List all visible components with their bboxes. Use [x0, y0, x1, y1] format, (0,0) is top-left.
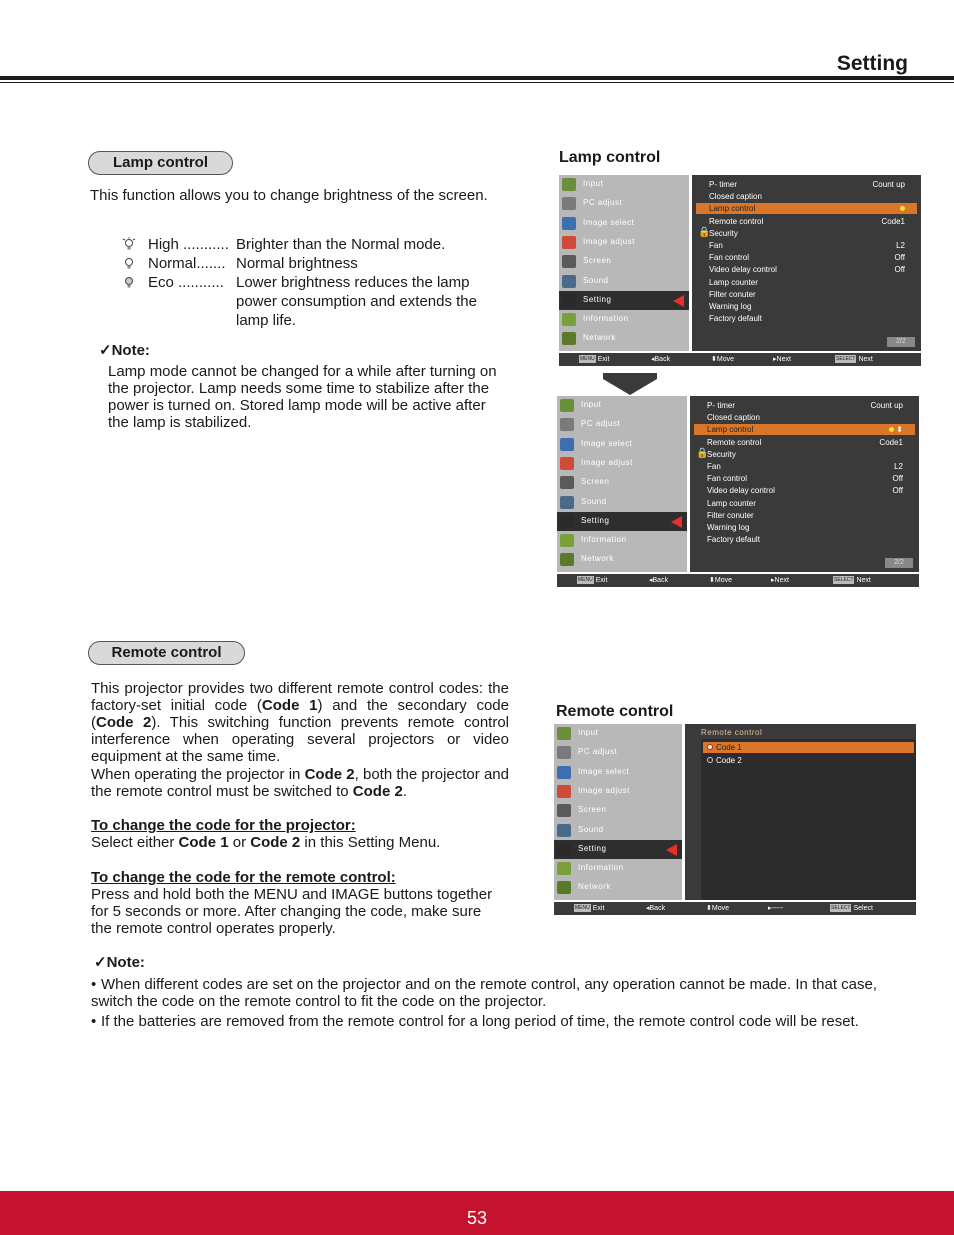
osd-menu-item — [554, 878, 682, 897]
remote-code-text: Press and hold both the MENU and IMAGE buttons together for 5 seconds or more. After changing the code, make sure the remote control operates properly. — [91, 886, 493, 937]
osd-left-panel — [557, 396, 687, 572]
osd-setting-row — [696, 179, 917, 190]
osd-setting-label: Lamp counter — [707, 498, 756, 508]
osd-item-icon — [557, 862, 571, 875]
osd-setting-row — [696, 301, 917, 312]
osd-item-icon — [562, 178, 576, 191]
osd-setting-label: Fan control — [707, 474, 748, 484]
lamp-note-text: Lamp mode cannot be changed for a while after turning on the projector. Lamp needs some time to stabilize after the power is turned on. Stored lamp mode will be active after the lamp is stabilized. — [108, 363, 497, 431]
remote-code-heading: To change the code for the remote control: — [91, 869, 396, 886]
osd-setting-row — [694, 485, 915, 496]
osd-setting-label: Factory default — [707, 535, 760, 545]
page-number: 53 — [466, 1208, 488, 1228]
radio-icon — [707, 757, 713, 763]
footer-bar — [0, 1191, 954, 1235]
mode-desc: Lower brightness reduces the lamp power consumption and extends the lamp life. — [236, 274, 477, 329]
osd-setting-label: Fan — [707, 462, 721, 471]
osd-item-label: Screen — [583, 256, 612, 266]
bottom-note-item-1: • When different codes are set on the projector and on the remote control, any operation cannot be made. In that case, switch the code on the remote control to fit the code on the projector. — [91, 976, 878, 1010]
osd-menu-item — [554, 801, 682, 820]
osd-setting-label: Remote control — [709, 216, 764, 226]
remote-para-1: This projector provides two different remote control codes: the factory-set initial code (Code 1) and the secondary code (Code 2). This switching function prevents remote control interference when operating several projectors or video equipment at the same time. — [91, 680, 509, 765]
osd-setting-row — [694, 522, 915, 533]
osd-bar-hint: SELECT Next — [836, 356, 873, 363]
osd-item-label: Network — [578, 882, 611, 892]
osd-setting-row — [694, 534, 915, 545]
osd-setting-row — [696, 240, 917, 251]
osd-setting-row — [694, 412, 915, 423]
lamp-normal-icon — [122, 256, 136, 270]
remote-para-2: When operating the projector in Code 2, both the projector and the remote control must be switched to Code 2. — [91, 766, 509, 800]
osd-setting-row — [696, 191, 917, 202]
osd-menu-item — [557, 415, 687, 434]
osd-item-icon — [562, 332, 576, 345]
osd-setting-value: ⬍ — [889, 425, 903, 434]
osd-bar-hint: ⬍Move — [711, 356, 734, 363]
osd-setting-label: Fan — [709, 241, 723, 250]
osd-item-icon — [557, 727, 571, 740]
mode-normal — [122, 254, 522, 273]
header-rule-thin — [0, 82, 954, 83]
osd-setting-value: Count up — [872, 180, 905, 189]
osd-setting-value: Off — [894, 253, 905, 263]
osd-setting-row — [694, 400, 915, 411]
osd-setting-label: Factory default — [709, 314, 762, 324]
osd-item-icon — [562, 313, 576, 326]
remote-menu-screenshot — [554, 724, 916, 916]
mode-high — [122, 235, 522, 254]
check-icon: ✓ — [99, 342, 112, 359]
osd-item-icon — [562, 217, 576, 230]
osd-setting-row — [696, 203, 917, 214]
mode-desc: Brighter than the Normal mode. — [236, 236, 446, 253]
osd-setting-label: Warning log — [707, 523, 750, 532]
osd-bar-hint: SELECT Next — [834, 577, 871, 584]
osd-setting-label: Lamp control — [707, 425, 754, 435]
lamp-note-label: ✓Note: — [99, 342, 150, 359]
osd-item-icon — [562, 294, 576, 307]
osd-bottom-bar — [554, 902, 916, 915]
osd-page-indicator: 2/2 — [887, 337, 915, 347]
down-arrow-icon — [603, 373, 657, 395]
osd-bar-hint: ▸Next — [771, 577, 789, 584]
osd-item-label: Image select — [578, 766, 630, 776]
osd-item-label: Screen — [581, 477, 610, 487]
osd-setting-row — [694, 461, 915, 472]
mode-eco — [122, 273, 522, 330]
osd-setting-value: Off — [892, 474, 903, 484]
osd-setting-label: Security — [707, 449, 736, 459]
osd-item-icon — [560, 438, 574, 451]
projector-code-text: Select either Code 1 or Code 2 in this Setting Menu. — [91, 834, 441, 851]
osd-item-icon — [562, 275, 576, 288]
osd-setting-value: Code1 — [881, 216, 905, 226]
osd-item-icon — [557, 785, 571, 798]
osd-item-icon — [557, 766, 571, 779]
osd-item-label: Input — [583, 179, 604, 188]
osd-code-label: Code 2 — [716, 755, 742, 765]
osd-setting-row — [694, 498, 915, 509]
osd-item-icon — [557, 824, 571, 837]
mode-name: High ........... — [148, 236, 229, 253]
osd-page-indicator: 2/2 — [885, 558, 913, 568]
osd-bar-hint: ◂Back — [651, 356, 671, 363]
osd-setting-value: Count up — [870, 401, 903, 410]
osd-menu-item — [559, 272, 689, 291]
osd-item-label: Network — [581, 554, 614, 564]
osd-item-label: Image select — [581, 438, 633, 448]
osd-menu-item — [559, 291, 689, 310]
osd-item-icon — [562, 236, 576, 249]
osd-setting-value: L2 — [896, 241, 905, 250]
osd-bottom-bar — [559, 353, 921, 366]
osd-item-icon — [560, 399, 574, 412]
osd-code-option — [703, 742, 914, 753]
osd-setting-value — [900, 204, 905, 213]
osd-setting-label: Remote control — [707, 437, 762, 447]
bottom-note-label: ✓Note: — [94, 954, 145, 971]
osd-menu-item — [557, 396, 687, 415]
setting-menu-screenshot-2 — [557, 396, 919, 588]
check-icon: ✓ — [94, 954, 107, 971]
osd-item-label: Input — [581, 400, 602, 409]
osd-item-icon — [560, 457, 574, 470]
osd-setting-row — [696, 216, 917, 227]
osd-menu-item — [557, 512, 687, 531]
osd-item-icon — [557, 881, 571, 894]
bottom-note-item-2: • If the batteries are removed from the remote control for a long period of time, the remote control code will be reset. — [91, 1013, 859, 1030]
osd-setting-label: Closed caption — [709, 192, 762, 202]
osd-item-label: Sound — [581, 496, 607, 506]
osd-bar-hint: ▸Next — [773, 356, 791, 363]
osd-item-label: Setting — [583, 294, 612, 304]
osd-setting-row — [696, 313, 917, 324]
osd-setting-row — [694, 510, 915, 521]
osd-menu-item — [554, 859, 682, 878]
lamp-high-icon — [122, 237, 136, 251]
osd-setting-label: Filter conuter — [709, 289, 756, 299]
osd-item-icon — [560, 476, 574, 489]
osd-menu-item — [557, 531, 687, 550]
osd-item-icon — [560, 534, 574, 547]
osd-code-label: Code 1 — [716, 743, 742, 752]
osd-item-label: Sound — [583, 275, 609, 285]
osd-item-label: PC adjust — [578, 747, 618, 757]
osd-menu-item — [557, 435, 687, 454]
setting-menu-screenshot — [559, 175, 921, 367]
osd-item-label: Information — [583, 314, 629, 324]
remote-caption: Remote control — [556, 703, 674, 720]
osd-menu-item — [559, 175, 689, 194]
page-title: Setting — [836, 52, 908, 75]
osd-setting-row — [696, 228, 917, 239]
osd-setting-label: Closed caption — [707, 413, 760, 423]
osd-right-panel — [690, 396, 919, 572]
osd-menu-item — [554, 763, 682, 782]
osd-bar-hint: ⬍Move — [709, 577, 732, 584]
osd-menu-item — [557, 454, 687, 473]
osd-setting-value: L2 — [894, 462, 903, 471]
lamp-eco-icon — [122, 275, 136, 289]
osd-item-icon — [560, 553, 574, 566]
osd-menu-item — [557, 493, 687, 512]
osd-bar-hint: MENU Exit — [575, 905, 605, 912]
osd-menu-item — [559, 194, 689, 213]
osd-setting-value: Code1 — [879, 437, 903, 447]
osd-item-icon — [560, 496, 574, 509]
osd-item-icon — [562, 197, 576, 210]
osd-setting-row — [696, 252, 917, 263]
osd-item-label: Network — [583, 333, 616, 343]
osd-setting-label: Video delay control — [707, 486, 775, 496]
osd-item-label: Information — [581, 535, 627, 545]
lamp-control-pill: Lamp control — [88, 151, 233, 175]
osd-bar-hint: SELECT Select — [831, 905, 873, 912]
osd-setting-value: Off — [892, 486, 903, 496]
osd-menu-item — [554, 724, 682, 743]
lock-icon: 🔒 — [698, 226, 711, 238]
osd-menu-item — [559, 310, 689, 329]
header-rule — [0, 76, 954, 80]
selected-arrow-icon — [673, 295, 684, 307]
osd-item-label: Image adjust — [578, 785, 630, 795]
osd-bar-hint: ⬍Move — [706, 905, 729, 912]
mode-desc: Normal brightness — [236, 255, 358, 272]
lamp-intro: This function allows you to change brightness of the screen. — [90, 187, 488, 204]
osd-item-label: Sound — [578, 824, 604, 834]
lamp-caption: Lamp control — [559, 149, 661, 166]
osd-setting-row — [696, 264, 917, 275]
osd-item-icon — [557, 746, 571, 759]
osd-item-label: PC adjust — [583, 198, 623, 208]
osd-item-label: Setting — [578, 843, 607, 853]
osd-bar-hint: MENU Exit — [580, 356, 610, 363]
osd-item-label: Image adjust — [583, 236, 635, 246]
osd-setting-label: Video delay control — [709, 265, 777, 275]
osd-code-option — [703, 755, 914, 766]
projector-code-heading: To change the code for the projector: — [91, 817, 356, 834]
osd-setting-label: P- timer — [707, 401, 735, 410]
osd-menu-item — [557, 550, 687, 569]
osd-setting-row — [694, 473, 915, 484]
osd-setting-label: Lamp counter — [709, 277, 758, 287]
osd-menu-item — [554, 840, 682, 859]
osd-item-label: Image adjust — [581, 457, 633, 467]
osd-item-label: PC adjust — [581, 419, 621, 429]
osd-setting-row — [694, 449, 915, 460]
osd-item-label: Screen — [578, 805, 607, 815]
osd-setting-label: Filter conuter — [707, 510, 754, 520]
osd-right-panel — [692, 175, 921, 351]
osd-setting-value: Off — [894, 265, 905, 275]
selected-arrow-icon — [671, 516, 682, 528]
osd-item-label: Setting — [581, 515, 610, 525]
radio-selected-icon — [707, 744, 713, 750]
osd-menu-item — [559, 233, 689, 252]
osd-bar-hint: ◂Back — [646, 905, 666, 912]
osd-submenu-title: Remote control — [701, 728, 763, 737]
osd-item-icon — [560, 515, 574, 528]
osd-menu-item — [559, 252, 689, 271]
osd-bar-hint: ▸----- — [768, 905, 784, 912]
osd-menu-item — [557, 473, 687, 492]
osd-item-icon — [557, 804, 571, 817]
osd-setting-row — [696, 277, 917, 288]
osd-item-label: Information — [578, 863, 624, 873]
osd-setting-label: Fan control — [709, 253, 750, 263]
lock-icon: 🔒 — [696, 447, 709, 459]
osd-menu-item — [559, 329, 689, 348]
osd-bar-hint: MENU Exit — [578, 577, 608, 584]
mode-name: Normal....... — [148, 255, 226, 272]
osd-menu-item — [554, 782, 682, 801]
osd-item-icon — [560, 418, 574, 431]
osd-bar-hint: ◂Back — [649, 577, 669, 584]
osd-setting-label: Warning log — [709, 302, 752, 311]
mode-name: Eco ........... — [148, 274, 224, 291]
osd-setting-row — [694, 437, 915, 448]
osd-setting-label: Lamp control — [709, 204, 756, 214]
osd-setting-row — [696, 289, 917, 300]
selected-arrow-icon — [666, 844, 677, 856]
osd-setting-label: Security — [709, 228, 738, 238]
osd-menu-item — [554, 821, 682, 840]
osd-item-icon — [557, 843, 571, 856]
remote-control-pill: Remote control — [88, 641, 245, 665]
osd-item-label: Input — [578, 728, 599, 737]
osd-menu-item — [559, 214, 689, 233]
osd-item-icon — [562, 255, 576, 268]
osd-item-label: Image select — [583, 217, 635, 227]
osd-left-panel — [554, 724, 682, 900]
osd-left-panel — [559, 175, 689, 351]
osd-bottom-bar — [557, 574, 919, 587]
osd-menu-item — [554, 743, 682, 762]
osd-setting-label: P- timer — [709, 180, 737, 189]
osd-setting-row — [694, 424, 915, 435]
